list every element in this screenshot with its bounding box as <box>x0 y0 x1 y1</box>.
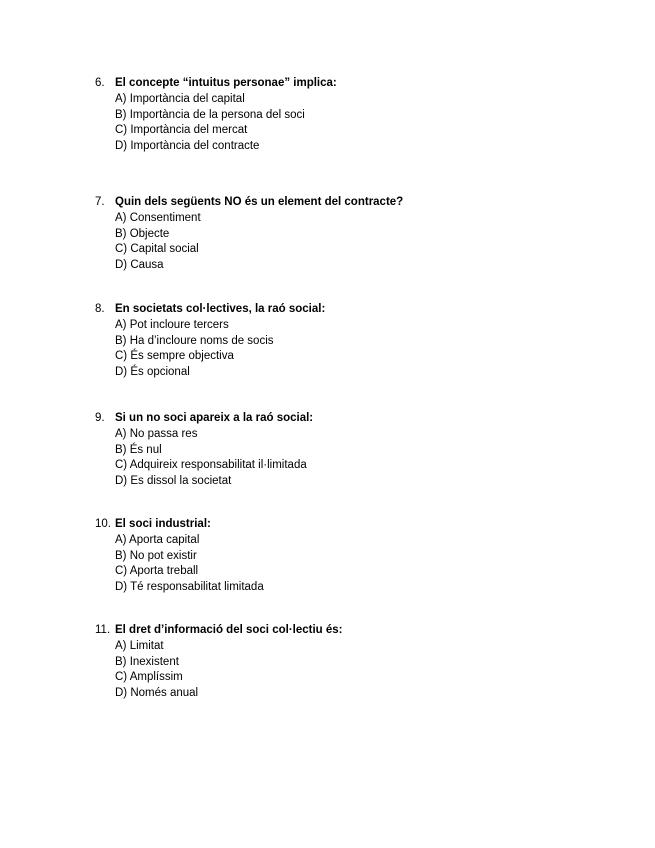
option-a: A) Aporta capital <box>115 534 200 546</box>
question-header <box>95 195 615 211</box>
question-7 <box>95 195 615 273</box>
question-9 <box>95 411 615 489</box>
question-10 <box>95 517 615 595</box>
question-number: 11. <box>95 624 111 636</box>
option-d: D) Només anual <box>115 686 199 699</box>
option-c: C) Amplíssim <box>115 671 183 683</box>
question-header <box>95 411 615 427</box>
option-d: D) Es dissol la societat <box>115 474 232 487</box>
answer-options <box>95 92 615 154</box>
option-b: B) Inexistent <box>115 655 179 668</box>
option-b: B) Importància de la persona del soci <box>115 108 305 121</box>
question-header <box>95 623 615 639</box>
option-d: D) És opcional <box>115 365 190 378</box>
option-a: A) Limitat <box>115 640 164 652</box>
answer-options <box>95 639 615 701</box>
option-a: A) Consentiment <box>115 212 201 224</box>
option-d: D) Causa <box>115 258 164 271</box>
question-text: El soci industrial: <box>115 518 211 530</box>
option-b: B) És nul <box>115 443 162 456</box>
option-c: C) Capital social <box>115 243 199 255</box>
answer-options <box>95 318 615 380</box>
option-b: B) No pot existir <box>115 549 197 562</box>
answer-options <box>95 533 615 595</box>
option-b: B) Objecte <box>115 227 170 240</box>
answer-options <box>95 211 615 273</box>
question-11 <box>95 623 615 701</box>
question-number: 8. <box>95 303 105 315</box>
option-a: A) Pot incloure tercers <box>115 319 229 331</box>
question-header <box>95 302 615 318</box>
question-text: En societats col·lectives, la raó social: <box>115 303 326 315</box>
question-8 <box>95 302 615 380</box>
option-c: C) Importància del mercat <box>115 124 248 136</box>
question-6 <box>95 76 615 154</box>
question-number: 9. <box>95 412 105 424</box>
question-text: Quin dels següents NO és un element del contracte? <box>115 196 404 208</box>
option-a: A) Importància del capital <box>115 93 245 105</box>
question-text: Si un no soci apareix a la raó social: <box>115 412 314 424</box>
question-header <box>95 76 615 92</box>
question-header <box>95 517 615 533</box>
question-number: 6. <box>95 77 105 89</box>
question-text: El concepte “intuitus personae” implica: <box>115 77 337 89</box>
question-number: 10. <box>95 518 111 530</box>
option-d: D) Importància del contracte <box>115 139 260 152</box>
question-text: El dret d’informació del soci col·lectiu és: <box>115 624 343 636</box>
option-c: C) Adquireix responsabilitat il·limitada <box>115 459 307 471</box>
option-a: A) No passa res <box>115 428 198 440</box>
question-number: 7. <box>95 196 105 208</box>
option-c: C) Aporta treball <box>115 565 199 577</box>
option-c: C) És sempre objectiva <box>115 350 234 362</box>
answer-options <box>95 427 615 489</box>
option-b: B) Ha d’incloure noms de socis <box>115 334 274 347</box>
option-d: D) Té responsabilitat limitada <box>115 580 264 593</box>
